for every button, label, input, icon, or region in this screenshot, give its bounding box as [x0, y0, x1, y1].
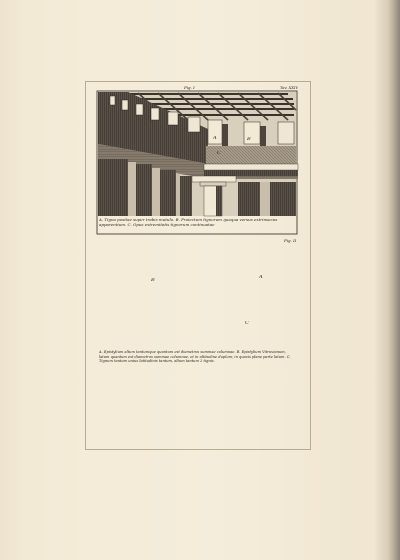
fig-2-number: Fig. II: [284, 239, 297, 243]
fig-2-letter-a: A: [259, 275, 263, 280]
fig-3-number: Fig. III: [280, 368, 294, 372]
page-edge-shadow: [374, 0, 388, 560]
fig-1-letter-b: B: [247, 137, 251, 142]
fig-1-number: Fig. I: [184, 86, 195, 90]
figure-1-engraving: [97, 91, 298, 234]
book-gutter: [388, 0, 400, 560]
fig-1-letter-c: C: [217, 151, 221, 156]
engraved-plate: [88, 84, 306, 445]
fig-1-letter-a: A: [213, 136, 217, 141]
fig-2-letter-b: B: [151, 278, 155, 283]
plate-number: Tav. XXIV: [280, 86, 299, 90]
plate-engraving: [88, 84, 306, 445]
fig-1-caption: A. Tigna positae super trabis mutulo. B. Proiectum tignorum quaqua versus extrinsecus apparentium. C. Opus extremitatis tignorum continuatae: [99, 217, 278, 227]
fig-2-caption: A. Epistylium altum tantumque quantum est diametros summae columnae. B. Epistylium Vitruvianum, latum quantum est diametros summae columnae, et in altitudine duplum; in quavis plane parte latum. C. Tignum tantum unius latitudinis tantum, altum tantum 2 tignis.: [99, 350, 291, 363]
fig-2-letter-c: C: [245, 321, 249, 326]
